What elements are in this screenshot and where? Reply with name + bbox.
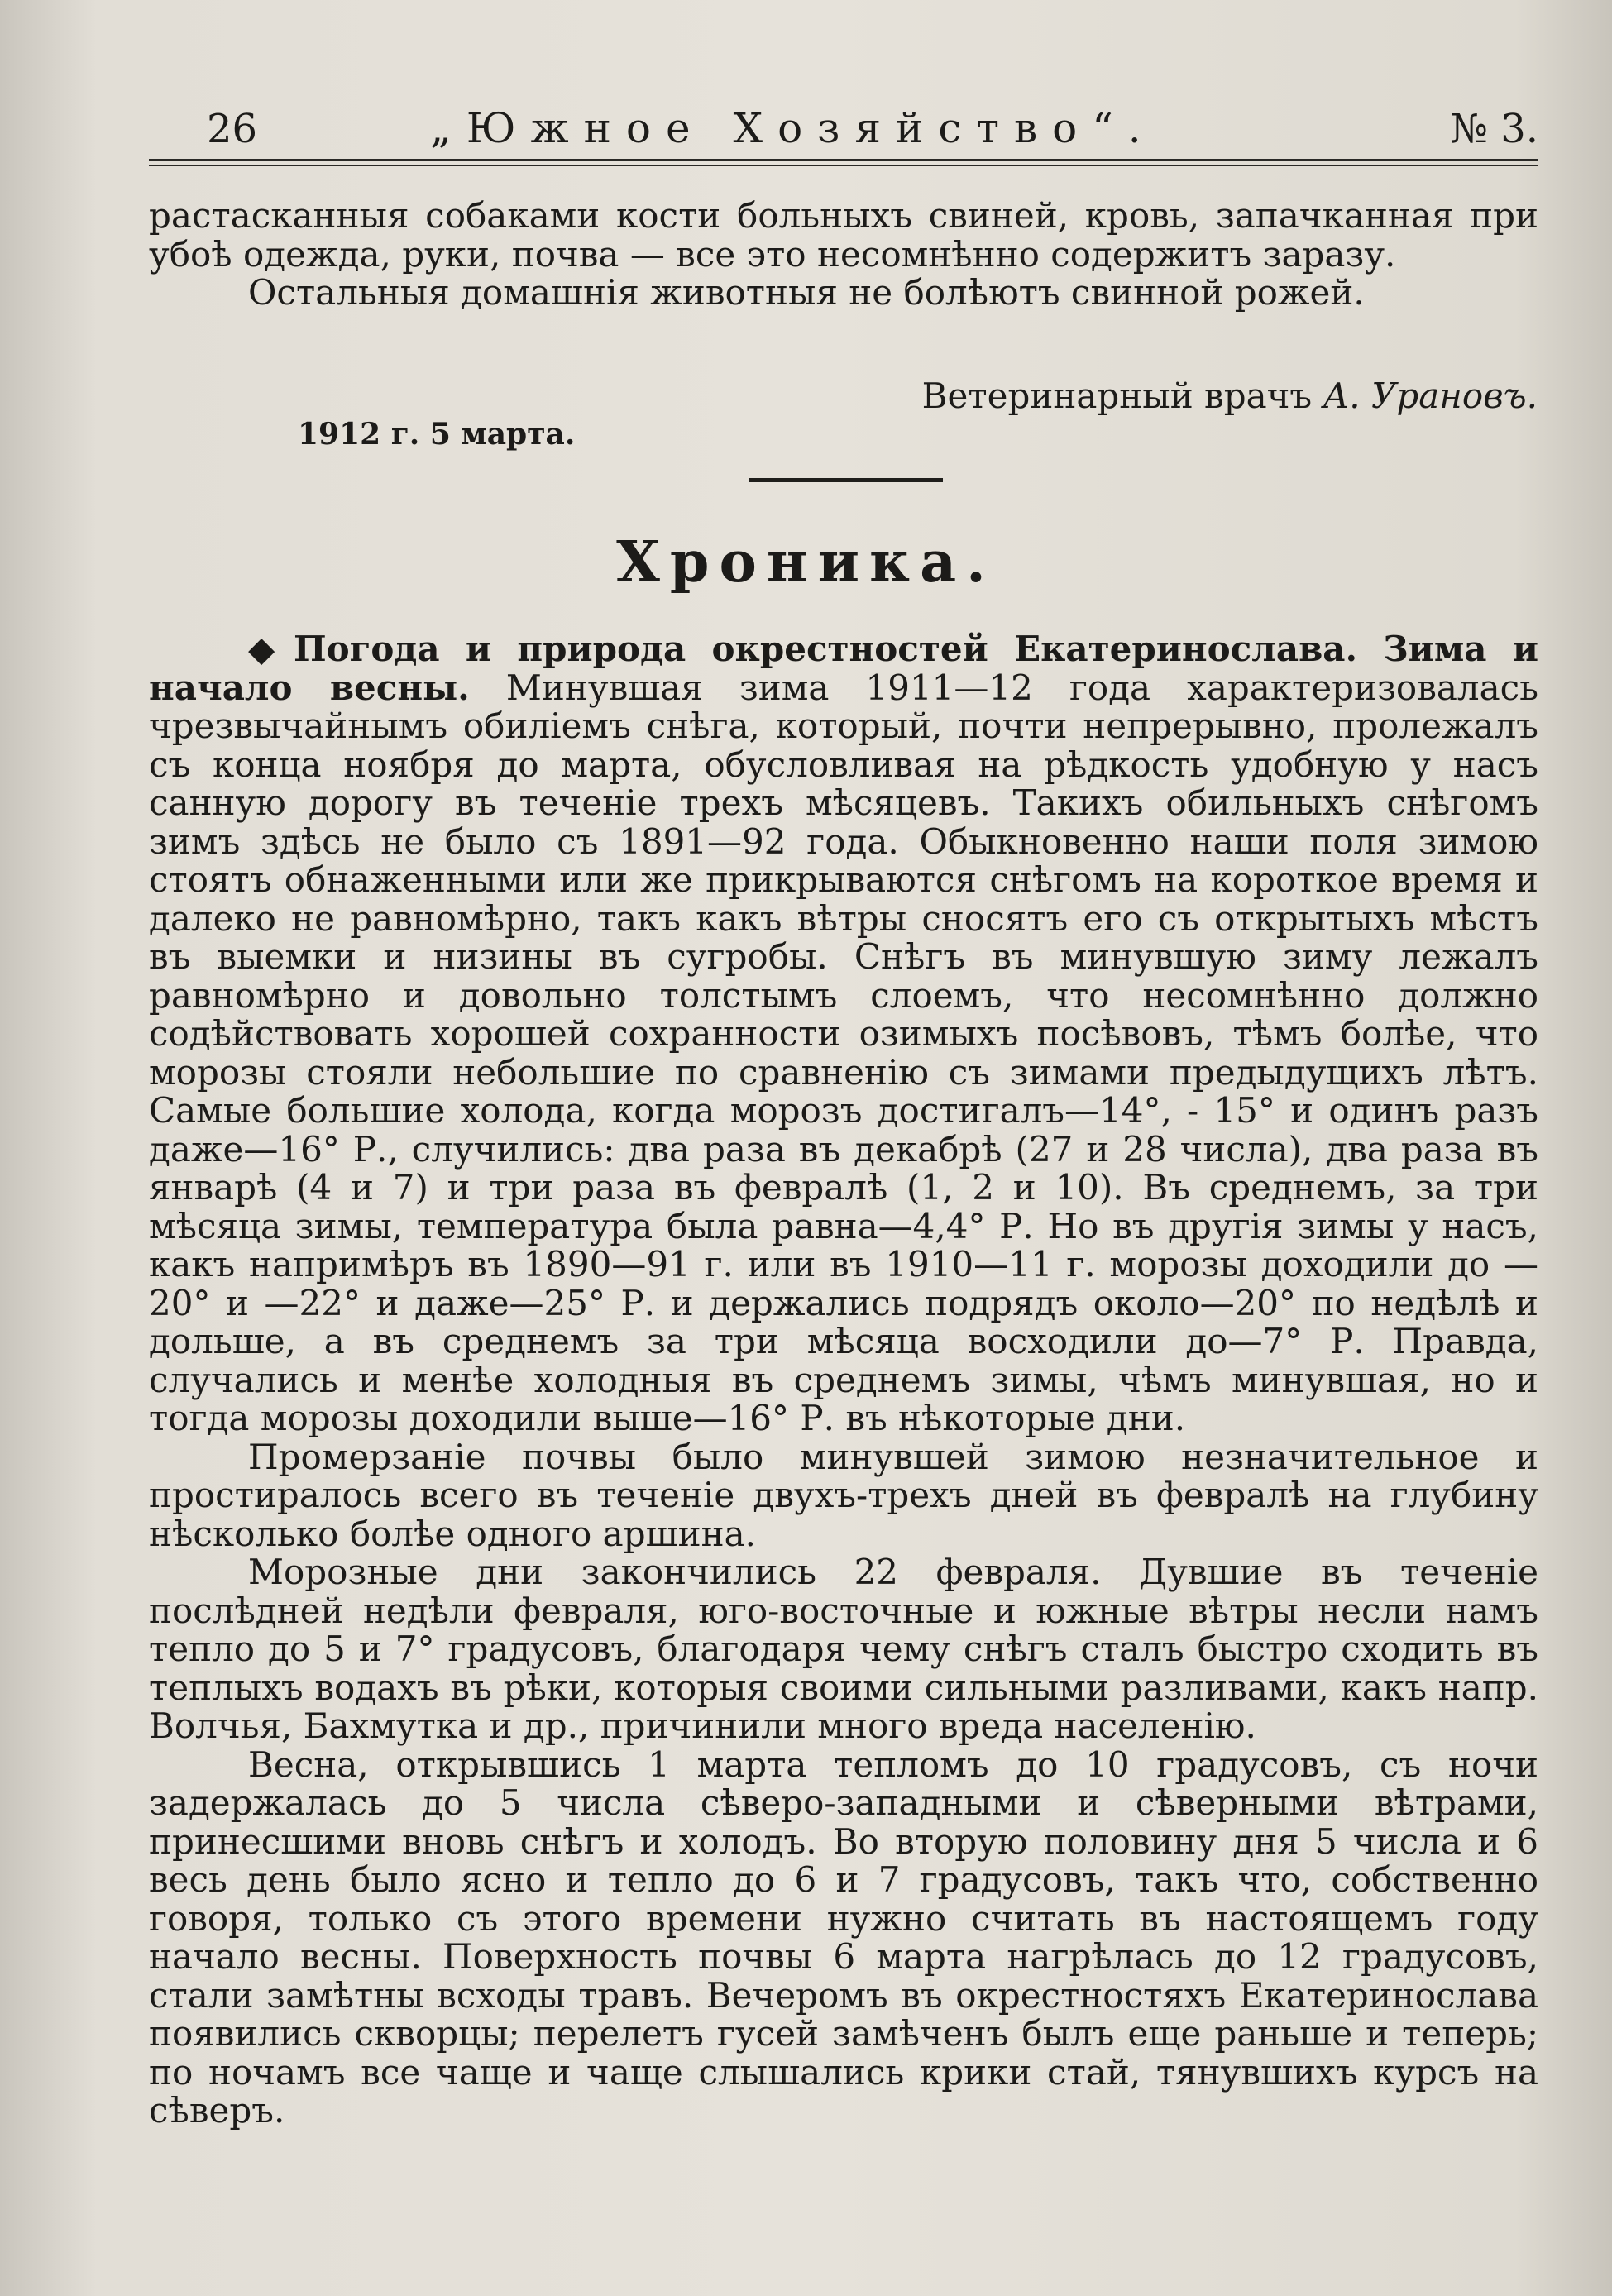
issue-number: № 3. <box>1450 106 1538 152</box>
signature-role: Ветеринарный врачъ <box>921 375 1313 416</box>
running-header <box>149 99 1538 157</box>
signature <box>922 375 1538 416</box>
dateline: 1912 г. 5 марта. <box>298 417 576 452</box>
section-title: Хроника. <box>616 529 996 596</box>
article-body <box>149 630 1538 2131</box>
article-lead-paragraph <box>149 630 1538 1438</box>
article-headline: Погода и природа окрестностей Екатеринослава. Зима и начало весны. <box>149 629 1538 708</box>
article-paragraph: Весна, открывшись 1 марта тепломъ до 10 градусовъ, съ ночи задержалась до 5 числа сѣверо-западными и сѣверными вѣтрами, принесшими вновь снѣгъ и холодъ. Во вторую половину дня 5 числа и 6 весь день было ясно и тепло до 6 и 7 градусовъ, такъ что, собственно говоря, только съ этого времени нужно считать въ настоящемъ году начало весны. Поверхность почвы 6 марта нагрѣлась до 12 градусовъ, стали замѣтны всходы травъ. Вечеромъ въ окрестностяхъ Екатеринослава появились скворцы; перелетъ гусей замѣченъ былъ еще раньше и теперь; по ночамъ все чаще и чаще слышались крики стай, тянувшихъ курсъ на сѣверъ. <box>149 1744 1538 2131</box>
article-paragraph: Промерзаніе почвы было минувшей зимою незначительное и простиралось всего въ теченіе двухъ-трехъ дней въ февралѣ на глубину нѣсколько болѣе одного аршина. <box>149 1436 1538 1554</box>
intro-paragraph: растасканныя собаками кости больныхъ свиней, кровь, запачканная при убоѣ одежда, руки, почва — все это несомнѣнно содержитъ заразу. <box>149 195 1538 275</box>
article-paragraph: Морозные дни закончились 22 февраля. Дувшие въ теченіе послѣдней недѣли февраля, юго-восточные и южные вѣтры несли намъ тепло до 5 и 7° градусовъ, благодаря чему снѣгъ сталъ быстро сходить въ теплыхъ водахъ въ рѣки, которыя своими сильными разливами, какъ напр. Волчья, Бахмутка и др., причинили много вреда населенію. <box>149 1552 1538 1746</box>
header-rule <box>149 159 1538 161</box>
diamond-bullet-icon: ◆ <box>248 629 289 669</box>
intro-paragraph: Остальныя домашнія животныя не болѣютъ свинной рожей. <box>248 272 1365 313</box>
page-number: 26 <box>207 106 258 152</box>
intro-text <box>149 197 1538 313</box>
signature-name: А. Урановъ. <box>1323 375 1538 416</box>
header-rule-thin <box>149 165 1538 166</box>
section-divider <box>749 478 943 482</box>
article-paragraph: Минувшая зима 1911—12 года характеризовалась чрезвычайнымъ обиліемъ снѣга, который, почти непрерывно, пролежалъ съ конца ноября до марта, обусловливая на рѣдкость удобную у насъ санную дорогу въ теченіе трехъ мѣсяцевъ. Такихъ обильныхъ снѣгомъ зимъ здѣсь не было съ 1891—92 года. Обыкновенно наши поля зимою стоятъ обнаженными или же прикрываются снѣгомъ на короткое время и далеко не равномѣрно, такъ какъ вѣтры сносятъ его съ открытыхъ мѣстъ въ выемки и низины въ сугробы. Снѣгъ въ минувшую зиму лежалъ равномѣрно и довольно толстымъ слоемъ, что несомнѣнно должно содѣйствовать хорошей сохранности озимыхъ посѣвовъ, тѣмъ болѣе, что морозы стояли небольшие по сравненію съ зимами предыдущихъ лѣтъ. Самые большие холода, когда морозъ достигалъ—14°, - 15° и одинъ разъ даже—16° Р., случились: два раза въ декабрѣ (27 и 28 числа), два раза въ январѣ (4 и 7) и три раза въ февралѣ (1, 2 и 10). Въ среднемъ, за три мѣсяца зимы, температура была равна—4,4° Р. Но въ другія зимы у насъ, какъ напримѣръ въ 1890—91 г. или въ 1910—11 г. морозы доходили до —20° и —22° и даже—25° Р. и держались подрядъ около—20° по недѣлѣ и дольше, а въ среднемъ за три мѣсяца восходили до—7° Р. Правда, случались и менѣе холодныя въ среднемъ зимы, чѣмъ минувшая, но и тогда морозы доходили выше—16° Р. въ нѣкоторые дни. <box>149 667 1539 1438</box>
journal-title: „Южное Хозяйство“. <box>430 104 1156 152</box>
